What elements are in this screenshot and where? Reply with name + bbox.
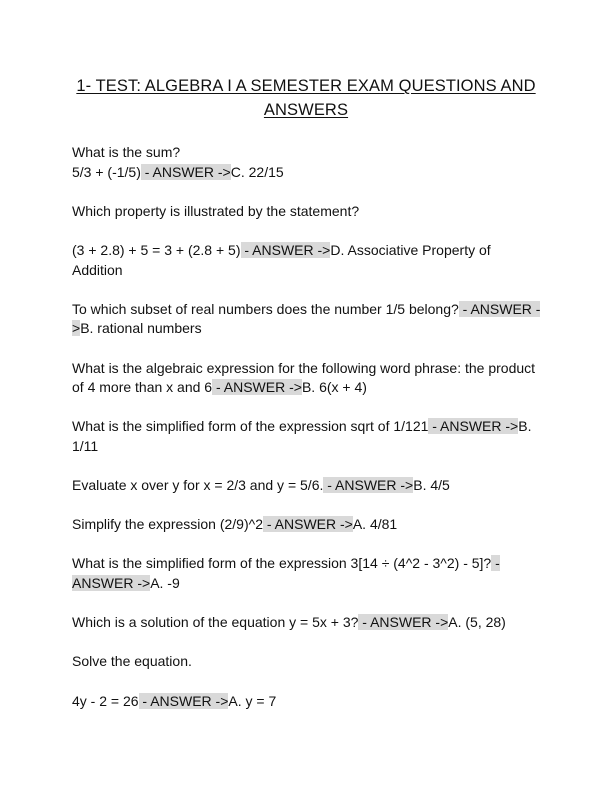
answer-text: B. 4/5	[413, 477, 450, 494]
qa-item	[72, 143, 542, 182]
answer-text: D. Associative Property of Addition	[72, 241, 491, 278]
question-text: Which is a solution of the equation y = 5x + 3?	[72, 614, 359, 631]
answer-text: C. 22/15	[230, 163, 284, 180]
answer-text: A. (5, 28)	[448, 614, 506, 631]
qa-item	[72, 652, 542, 672]
answer-marker: - ANSWER ->	[212, 379, 302, 396]
question-text: What is the sum? 5/3 + (-1/5)	[72, 144, 181, 180]
answer-text: A. -9	[150, 575, 180, 592]
qa-item	[72, 613, 542, 633]
answer-marker: - ANSWER ->	[72, 555, 500, 592]
answer-marker: - ANSWER ->	[428, 418, 519, 435]
answer-text: A. 4/81	[352, 516, 398, 533]
question-text: Evaluate x over y for x = 2/3 and y = 5/6.	[72, 477, 324, 494]
question-text: Which property is illustrated by the statement?	[72, 202, 360, 219]
question-text: (3 + 2.8) + 5 = 3 + (2.8 + 5)	[72, 241, 241, 258]
answer-marker: - ANSWER ->	[358, 614, 449, 631]
answer-text: B. 6(x + 4)	[301, 379, 367, 396]
qa-item	[72, 515, 542, 535]
answer-marker: - ANSWER ->	[140, 163, 231, 180]
qa-item	[72, 359, 542, 398]
question-text: To which subset of real numbers does the number 1/5 belong?	[72, 300, 459, 317]
answer-marker: - ANSWER ->	[323, 477, 414, 494]
answer-text: B. rational numbers	[80, 320, 202, 337]
question-text: What is the simplified form of the expression 3[14 ÷ (4^2 - 3^2) - 5]?	[72, 555, 492, 572]
qa-item	[72, 554, 542, 593]
question-text: Solve the equation.	[72, 653, 192, 670]
document-title: 1- TEST: ALGEBRA I A SEMESTER EXAM QUESTIONS AND ANSWERS	[76, 77, 536, 119]
qa-item	[72, 476, 542, 496]
qa-list	[72, 143, 542, 731]
answer-marker: - ANSWER ->	[72, 300, 541, 337]
qa-item	[72, 692, 542, 712]
qa-item	[72, 241, 542, 280]
question-text: Simplify the expression (2/9)^2	[72, 516, 263, 533]
question-text: What is the algebraic expression for the following word phrase: the product of 4 more than x and 6	[72, 359, 536, 396]
answer-marker: - ANSWER ->	[240, 241, 331, 258]
qa-item	[72, 300, 542, 339]
question-text: What is the simplified form of the expression sqrt of 1/121	[72, 418, 429, 435]
question-text: 4y - 2 = 26	[72, 692, 139, 709]
answer-text: A. y = 7	[228, 692, 277, 709]
answer-marker: - ANSWER ->	[262, 516, 353, 533]
qa-item	[72, 202, 542, 222]
qa-item	[72, 417, 542, 456]
answer-text: B. 1/11	[72, 418, 532, 454]
answer-marker: - ANSWER ->	[138, 692, 229, 709]
